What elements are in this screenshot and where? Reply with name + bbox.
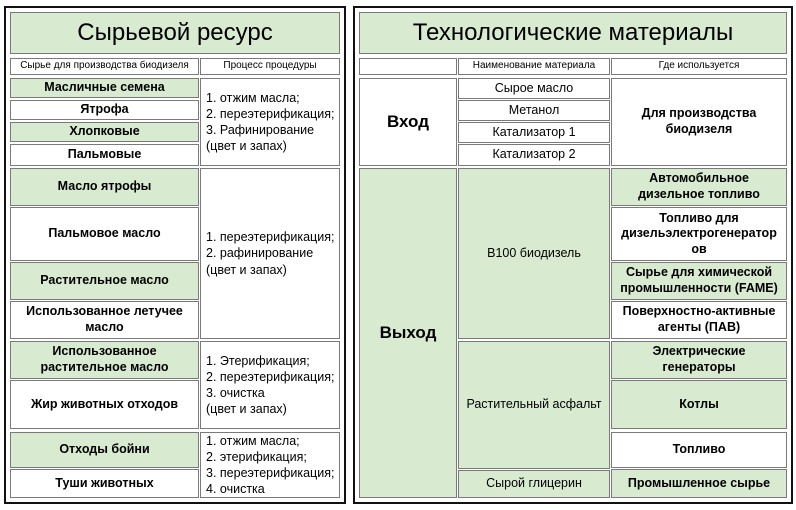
- raw-item-palm: Пальмовые: [10, 144, 199, 166]
- raw-item-slaughter-waste: Отходы бойни: [10, 432, 199, 468]
- usage-electric-generators: Электрические генераторы: [611, 341, 787, 379]
- process-step: 1. отжим масла;: [206, 433, 300, 448]
- raw-item-palm-oil: Пальмовое масло: [10, 207, 199, 261]
- raw-item-jatropha: Ятрофа: [10, 100, 199, 120]
- process-header: Процесс процедуры: [200, 58, 340, 75]
- raw-resource-panel: [4, 6, 346, 504]
- usage-boilers: Котлы: [611, 380, 787, 429]
- process-step: (цвет и запах): [206, 139, 287, 154]
- process-step: 3. переэтерификация;: [206, 466, 335, 480]
- output-material-vegetable-asphalt: Растительный асфальт: [458, 341, 610, 469]
- process-step: 3. очистка: [206, 386, 265, 400]
- raw-item-used-volatile-oil: Использованное летучее масло: [10, 301, 199, 339]
- process-group-1: [200, 78, 340, 166]
- raw-item-used-vegetable-oil: Использованное растительное масло: [10, 341, 199, 379]
- raw-item-animal-fat: Жир животных отходов: [10, 380, 199, 429]
- usage-diesel-generator-fuel: Топливо для дизельэлектрогенератор ов: [611, 207, 787, 261]
- process-step: 2. рафинирование: [206, 246, 314, 261]
- output-material-b100-biodiesel: B100 биодизель: [458, 168, 610, 339]
- raw-item-animal-carcasses: Туши животных: [10, 469, 199, 498]
- process-step: 4. очистка: [206, 482, 265, 497]
- usage-header: Где используется: [611, 58, 787, 75]
- tech-materials-title: Технологические материалы: [359, 12, 787, 54]
- process-step: 2. переэтерификация;: [206, 106, 335, 121]
- raw-resource-title: Сырьевой ресурс: [10, 12, 340, 54]
- process-step: (цвет и запах): [206, 262, 287, 277]
- process-step: 2. этерификация;: [206, 449, 307, 464]
- raw-material-header: Сырье для производства биодизеля: [10, 58, 199, 75]
- process-group-2: [200, 168, 340, 339]
- raw-item-vegetable-oil: Растительное масло: [10, 262, 199, 300]
- input-material-catalyst-2: Катализатор 2: [458, 144, 610, 166]
- process-group-4: [200, 432, 340, 498]
- usage-fuel: Топливо: [611, 432, 787, 468]
- process-group-3: [200, 341, 340, 429]
- tech-materials-panel: [353, 6, 793, 504]
- raw-item-oilseeds: Масличные семена: [10, 78, 199, 98]
- process-step: 1. отжим масла;: [206, 90, 300, 105]
- material-name-header: Наименование материала: [458, 58, 610, 75]
- io-header: [359, 58, 457, 75]
- process-step: (цвет и запах): [206, 402, 287, 417]
- input-material-crude-oil: Сырое масло: [458, 78, 610, 99]
- process-step: 2. переэтерификация;: [206, 369, 335, 384]
- usage-industrial-feedstock: Промышленное сырье: [611, 469, 787, 498]
- process-step: 1. переэтерификация;: [206, 230, 335, 245]
- raw-item-jatropha-oil: Масло ятрофы: [10, 168, 199, 206]
- process-step: 3. Рафинирование: [206, 123, 315, 137]
- input-material-methanol: Метанол: [458, 100, 610, 121]
- input-material-catalyst-1: Катализатор 1: [458, 122, 610, 143]
- output-material-crude-glycerin: Сырой глицерин: [458, 470, 610, 498]
- input-usage: Для производства биодизеля: [611, 78, 787, 166]
- usage-chemical-feedstock: Сырье для химической промышленности (FAME): [611, 262, 787, 300]
- input-label: Вход: [359, 78, 457, 166]
- output-label: Выход: [359, 168, 457, 498]
- raw-item-cotton: Хлопковые: [10, 122, 199, 142]
- usage-surfactants: Поверхностно-активные агенты (ПАВ): [611, 301, 787, 339]
- process-step: 1. Этерификация;: [206, 353, 310, 368]
- usage-automotive-diesel: Автомобильное дизельное топливо: [611, 168, 787, 206]
